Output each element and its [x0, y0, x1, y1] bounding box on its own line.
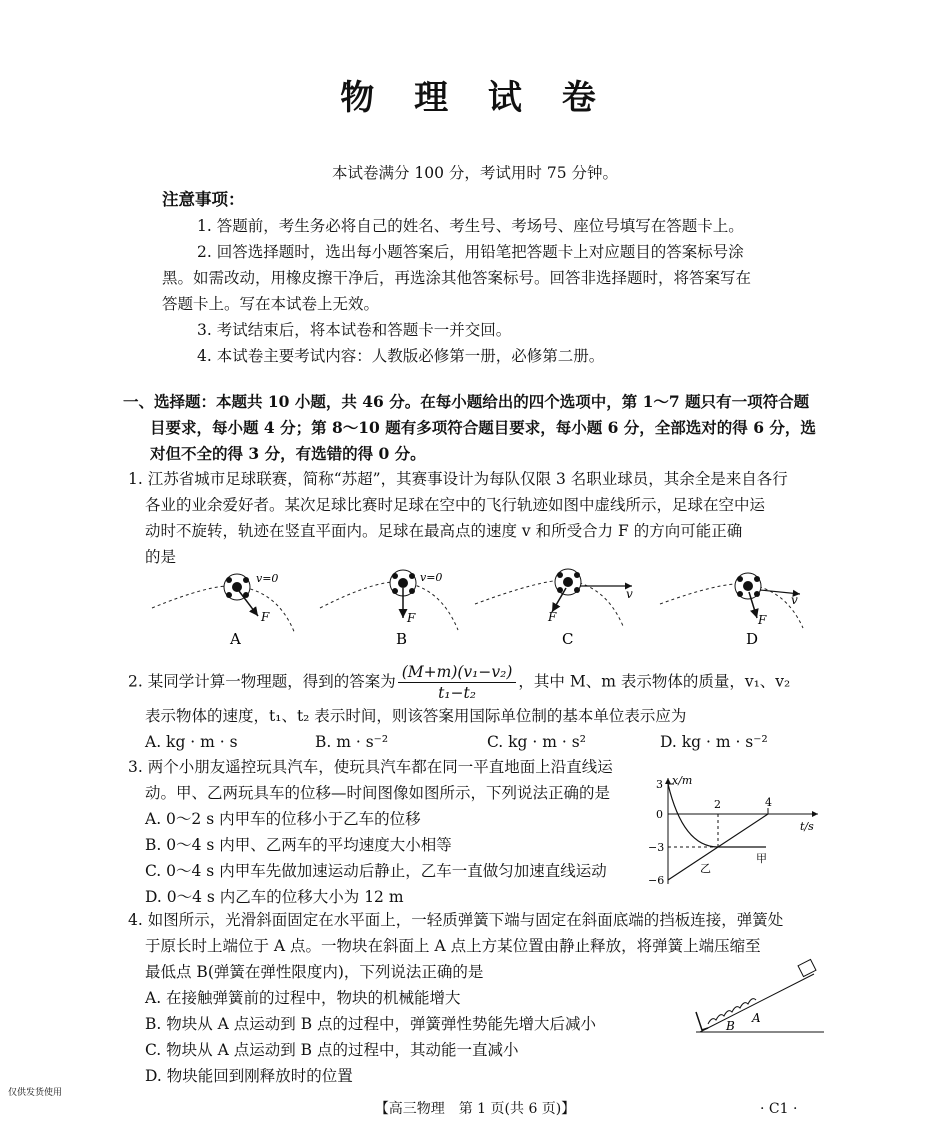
option-d: D. kg · m · s⁻²: [660, 733, 768, 751]
force-label: F: [548, 610, 557, 624]
section-heading: 一、选择题：本题共 10 小题，共 46 分。在每小题给出的四个选项中，第 1～7 题只有一项符合题: [123, 392, 810, 411]
notice-line: 4. 本试卷主要考试内容：人教版必修第一册，必修第二册。: [197, 347, 605, 365]
velocity-label: v: [791, 593, 798, 607]
velocity-label: v=0: [420, 571, 443, 584]
velocity-label: v: [626, 587, 633, 601]
fraction-denominator: t₁−t₂: [438, 684, 476, 702]
option-b: B. 0～4 s 内甲、乙两车的平均速度大小相等: [145, 836, 452, 854]
force-label: F: [261, 610, 270, 624]
paper-code: · C1 ·: [760, 1101, 798, 1117]
x-tick-label: 4: [765, 796, 772, 809]
question-4-text: 4. 如图所示，光滑斜面固定在水平面上，一轻质弹簧下端与固定在斜面底端的挡板连接，弹簧处: [128, 911, 784, 929]
velocity-label: v=0: [256, 572, 279, 585]
exam-info: 本试卷满分 100 分，考试用时 75 分钟。: [331, 164, 619, 182]
xt-graph: [648, 772, 828, 892]
question-1-text: 的是: [145, 548, 177, 566]
question-2-text: [128, 662, 790, 703]
question-2-suffix: ，其中 M、m 表示物体的质量，v₁、v₂: [518, 672, 791, 691]
force-label: F: [407, 611, 416, 625]
question-4-text: 于原长时上端位于 A 点。一物块在斜面上 A 点上方某位置由静止释放，将弹簧上端压缩至: [145, 937, 761, 955]
figure-a: [152, 572, 295, 648]
notice-line: 答题卡上。写在本试卷上无效。: [162, 295, 380, 313]
figure-c: [475, 569, 633, 648]
option-d-label: D: [746, 630, 759, 648]
question-3-text: 3. 两个小朋友遥控玩具汽车，使玩具汽车都在同一平直地面上沿直线运: [128, 758, 613, 776]
section-heading: 目要求，每小题 4 分；第 8～10 题有多项符合题目要求，每小题 6 分，全部选对的得 6 分，选: [150, 418, 816, 437]
option-d: D. 物块能回到刚释放时的位置: [145, 1067, 353, 1085]
option-b: B. 物块从 A 点运动到 B 点的过程中，弹簧弹性势能先增大后减小: [145, 1015, 597, 1033]
question-1-text: 动时不旋转，轨迹在竖直平面内。足球在最高点的速度 v 和所受合力 F 的方向可能正确: [145, 522, 743, 540]
notice-line: 3. 考试结束后，将本试卷和答题卡一并交回。: [197, 321, 512, 339]
series-label-jia: 甲: [756, 852, 767, 865]
y-tick-label: 0: [656, 808, 663, 821]
option-a-label: A: [230, 630, 241, 648]
baffle: [696, 1012, 708, 1030]
notice-line: 黑。如需改动，用橡皮擦干净后，再选涂其他答案标号。回答非选择题时，将答案写在: [162, 269, 752, 287]
option-a: A. 在接触弹簧前的过程中，物块的机械能增大: [145, 989, 461, 1007]
page-number: 【高三物理 第 1 页(共 6 页)】: [374, 1101, 576, 1117]
y-tick-label: −3: [648, 841, 665, 854]
incline-figure: [688, 958, 828, 1038]
page-title: 物 理 试 卷: [340, 78, 610, 118]
option-c: C. 0～4 s 内甲车先做加速运动后静止，乙车一直做匀加速直线运动: [145, 862, 607, 880]
notice-line: 1. 答题前，考生务必将自己的姓名、考生号、考场号、座位号填写在答题卡上。: [197, 217, 744, 235]
y-tick-label: −6: [648, 874, 665, 887]
figure-b: [320, 570, 458, 648]
question-2-text: 表示物体的速度，t₁、t₂ 表示时间，则该答案用国际单位制的基本单位表示应为: [145, 707, 687, 725]
question-4-text: 最低点 B(弹簧在弹性限度内)，下列说法正确的是: [145, 963, 484, 981]
option-a: A. kg · m · s: [145, 733, 238, 751]
x-axis-label: t/s: [800, 820, 814, 833]
option-c: C. 物块从 A 点运动到 B 点的过程中，其动能一直减小: [145, 1041, 519, 1059]
option-c: C. kg · m · s²: [487, 733, 586, 751]
question-1-text: 1. 江苏省城市足球联赛，简称“苏超”，其赛事设计为每队仅限 3 名职业球员，其余全是来自各行: [128, 470, 788, 488]
notice-line: 2. 回答选择题时，选出每小题答案后，用铅笔把答题卡上对应题目的答案标号涂: [197, 243, 744, 261]
option-d: D. 0～4 s 内乙车的位移大小为 12 m: [145, 888, 404, 906]
answer-fraction: [398, 662, 517, 703]
option-c-label: C: [562, 630, 574, 648]
question-1-figures: [140, 566, 820, 656]
footer-note: 仅供发货使用: [8, 1088, 63, 1098]
series-label-yi: 乙: [700, 862, 711, 875]
curve-jia: [668, 784, 766, 847]
option-b-label: B: [396, 630, 408, 648]
force-label: F: [758, 613, 767, 627]
y-tick-label: 3: [656, 778, 663, 791]
fraction-numerator: (M+m)(v₁−v₂): [398, 662, 517, 683]
option-a: A. 0～2 s 内甲车的位移小于乙车的位移: [145, 810, 421, 828]
section-heading: 对但不全的得 3 分，有选错的得 0 分。: [150, 444, 426, 463]
option-b: B. m · s⁻²: [315, 733, 389, 751]
notice-heading: 注意事项：: [162, 190, 245, 209]
question-3-text: 动。甲、乙两玩具车的位移—时间图像如图所示，下列说法正确的是: [145, 784, 611, 802]
x-tick-label: 2: [714, 798, 721, 811]
figure-d: [660, 573, 803, 648]
y-axis-label: x/m: [672, 774, 693, 787]
question-2-prefix: 2. 某同学计算一物理题，得到的答案为: [128, 672, 396, 691]
point-a-label: A: [752, 1011, 761, 1025]
question-1-text: 各业的业余爱好者。某次足球比赛时足球在空中的飞行轨迹如图中虚线所示，足球在空中运: [145, 496, 766, 514]
point-b-label: B: [726, 1019, 735, 1033]
